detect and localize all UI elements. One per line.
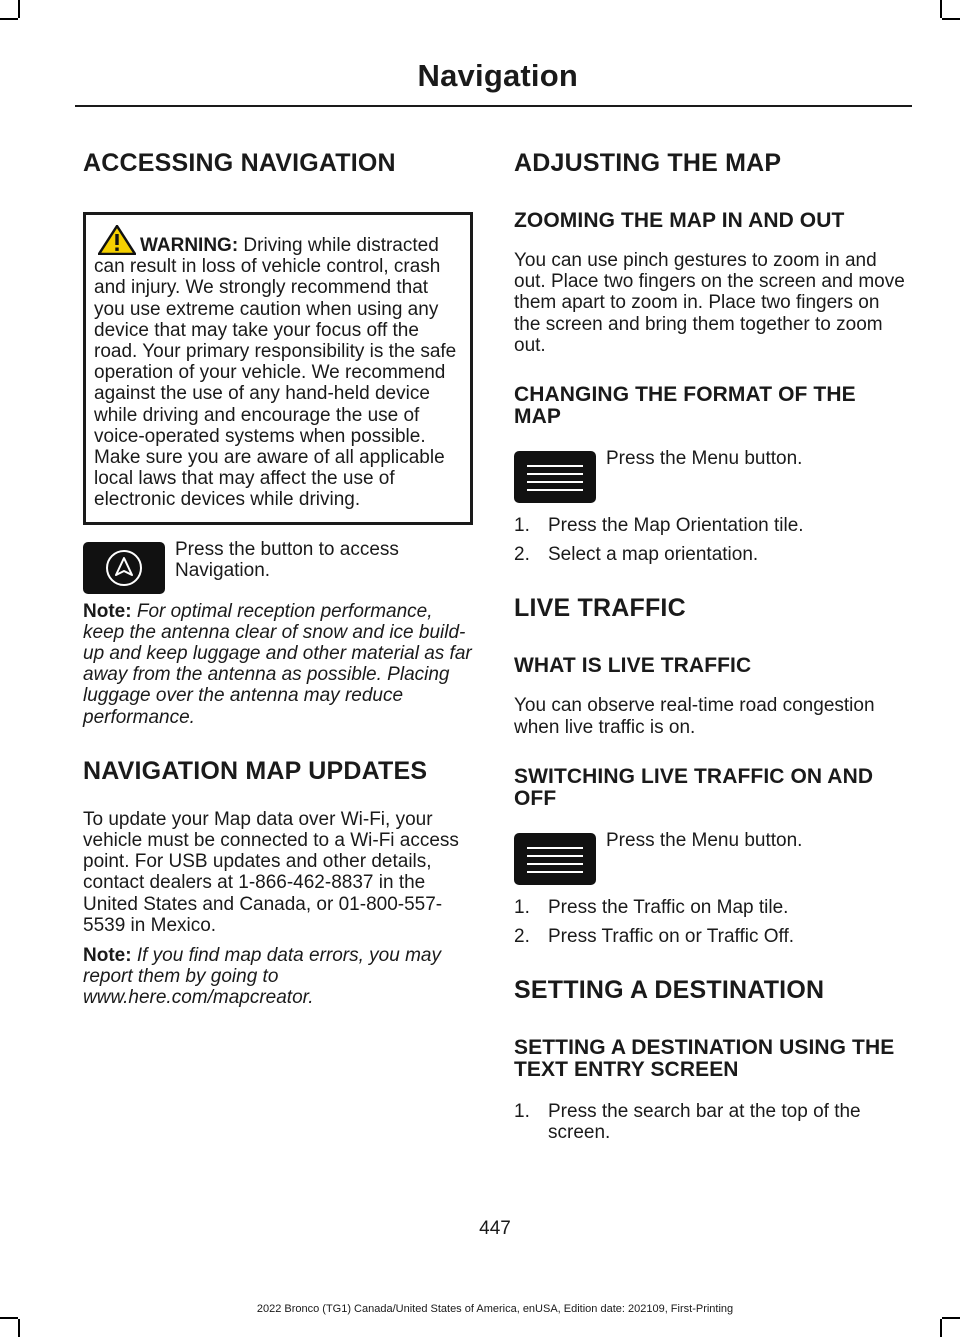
- warning-box: [83, 212, 473, 525]
- navigation-button-instruction: Press the button to access Navigation.: [175, 538, 399, 581]
- menu-button-icon: [514, 451, 596, 503]
- crop-mark: [942, 1317, 960, 1319]
- list-item: 2. Select a map orientation.: [514, 544, 759, 566]
- menu-button-instruction: Press the Menu button.: [606, 448, 803, 470]
- crop-mark: [942, 18, 960, 20]
- subheading-changing-format: CHANGING THE FORMAT OF THE MAP: [514, 383, 856, 429]
- page-title: Navigation: [417, 58, 578, 93]
- subheading-switching-live-traffic: SWITCHING LIVE TRAFFIC ON AND OFF: [514, 764, 874, 810]
- section-heading-live-traffic: LIVE TRAFFIC: [514, 594, 686, 623]
- list-item: 1. Press the Traffic on Map tile.: [514, 896, 789, 918]
- list-item: 1. Press the Map Orientation tile.: [514, 515, 804, 537]
- crop-mark: [940, 0, 942, 18]
- subheading-zooming: ZOOMING THE MAP IN AND OUT: [514, 209, 845, 232]
- reception-note: [83, 601, 473, 728]
- edition-footer: 2022 Bronco (TG1) Canada/United States of America, enUSA, Edition date: 202109, First-Printing: [256, 1303, 734, 1315]
- page-number: 447: [479, 1218, 511, 1239]
- zoom-body: You can use pinch gestures to zoom in and out. Place two fingers on the screen and move them apart to zoom in. Place two fingers on the screen and bring them together to zoom out.: [514, 250, 905, 356]
- menu-button-icon: [514, 833, 596, 885]
- crop-mark: [18, 1319, 20, 1337]
- note-text: For optimal reception performance, keep the antenna clear of snow and ice build-up and keep luggage and other material as far away from the antenna as possible. Placing luggage over the antenna may reduce performance.: [83, 600, 472, 728]
- crop-mark: [0, 1317, 18, 1319]
- menu-button-row: [514, 830, 908, 885]
- map-format-steps: [514, 515, 908, 565]
- map-errors-note: [83, 945, 473, 1009]
- section-heading-adjusting-map: ADJUSTING THE MAP: [514, 149, 782, 177]
- live-traffic-steps: [514, 897, 908, 947]
- note-label: Note:: [83, 600, 132, 622]
- note-label: Note:: [83, 945, 132, 967]
- subheading-what-is-live-traffic: WHAT IS LIVE TRAFFIC: [514, 654, 752, 678]
- destination-steps: [514, 1101, 908, 1143]
- left-column: [83, 150, 473, 1009]
- map-updates-body: To update your Map data over Wi-Fi, your vehicle must be connected to a Wi-Fi access point. For USB updates and other details, contact dealers at 1-866-462-8837 in the United States and Canada, or 01-800-557-5539 in Mexico.: [83, 808, 459, 936]
- note-text: If you find map data errors, you may report them by going to www.here.com/mapcreator.: [83, 945, 441, 1009]
- warning-text: Driving while distracted can result in loss of vehicle control, crash and injury. We strongly recommend that you use extreme caution when using any device that may take your focus off the road. Your primary responsibility is the safe operation of your vehicle. We recommend against the use of any hand-held device while driving and encourage the use of voice-operated systems when possible. Make sure you are aware of all applicable local laws that may affect the use of electronic devices while driving.: [94, 235, 457, 511]
- warning-label: WARNING:: [140, 235, 239, 256]
- crop-mark: [940, 1319, 942, 1337]
- right-column: [514, 150, 908, 1152]
- header-divider: [75, 105, 912, 107]
- section-heading-accessing-navigation: ACCESSING NAVIGATION: [83, 149, 396, 177]
- section-heading-setting-destination: SETTING A DESTINATION: [514, 976, 825, 1005]
- section-heading-map-updates: NAVIGATION MAP UPDATES: [83, 756, 428, 785]
- navigation-button-row: [83, 539, 473, 594]
- list-item: 2. Press Traffic on or Traffic Off.: [514, 926, 795, 948]
- navigation-button-icon: [83, 542, 165, 594]
- warning-triangle-icon: [98, 225, 136, 255]
- menu-button-row: [514, 448, 908, 503]
- list-item: 1. Press the search bar at the top of the screen.: [514, 1101, 861, 1144]
- menu-button-instruction: Press the Menu button.: [606, 829, 803, 851]
- crop-mark: [18, 0, 20, 18]
- crop-mark: [0, 18, 18, 20]
- subheading-text-entry-screen: SETTING A DESTINATION USING THE TEXT ENTRY SCREEN: [514, 1036, 895, 1082]
- live-traffic-body: You can observe real-time road congestion when live traffic is on.: [514, 695, 875, 738]
